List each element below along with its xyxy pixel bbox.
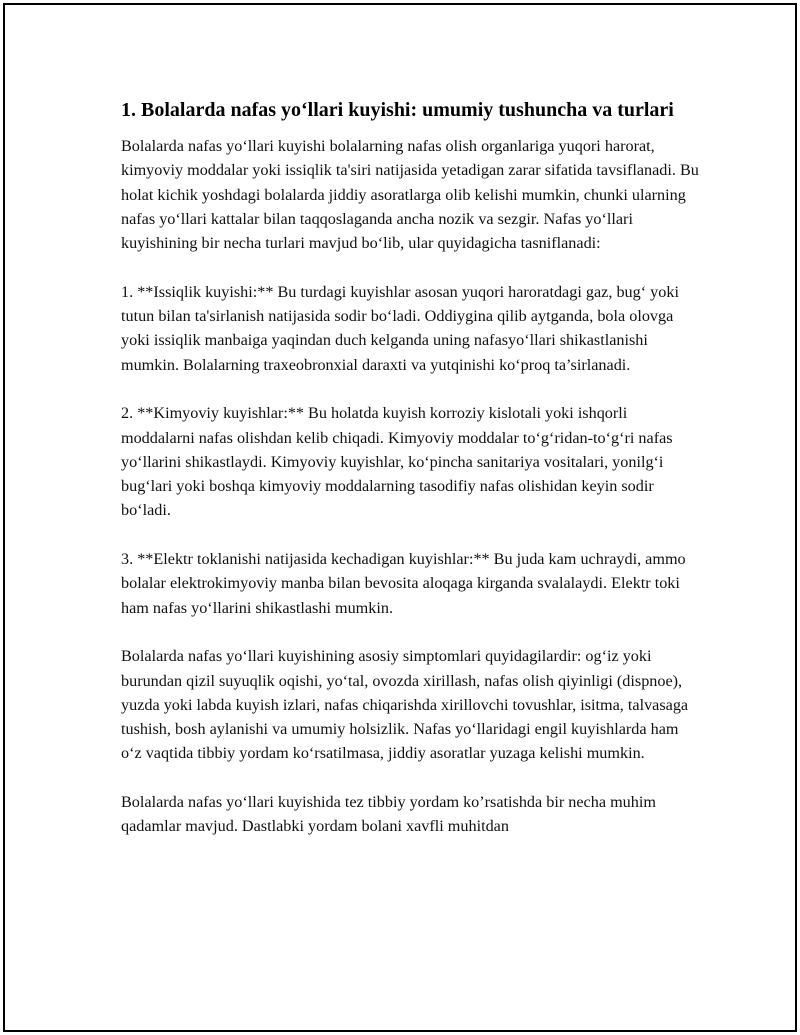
first-aid-paragraph: Bolalarda nafas yo‘llari kuyishida tez tibbiy yordam ko’rsatishda bir necha muhim qadamlar mavjud. Dastlabki yordam bolani xavfli muhitdan [121, 793, 656, 836]
list-item-electrical-burn: 3. **Elektr toklanishi natijasida kechadigan kuyishlar:** Bu juda kam uchraydi, ammo bolalar elektrokimyoviy manba bilan bevosita aloqaga kirganda svalalaydi. Elektr toki ham nafas yo‘llarini shikastlashi mumkin. [121, 550, 686, 617]
list-item-chemical-burn: 2. **Kimyoviy kuyishlar:** Bu holatda kuyish korroziy kislotali yoki ishqorli moddalarni nafas olishdan kelib chiqadi. Kimyoviy moddalar to‘g‘ridan-to‘g‘ri nafas yo‘llarini shikastlaydi. Kimyoviy kuyishlar, ko‘pincha sanitariya vositalari, yonilg‘i bug‘lari yoki boshqa kimyoviy moddalarning tasodifiy nafas olishidan keyin sodir bo‘ladi. [121, 404, 673, 520]
list-item-thermal-burn: 1. **Issiqlik kuyishi:** Bu turdagi kuyishlar asosan yuqori haroratdagi gaz, bug‘ yoki tutun bilan ta'sirlanish natijasida sodir bo‘ladi. Oddiygina qilib aytganda, bola olovga yoki issiqlik manbaiga yaqindan duch kelganda uning nafasyo‘llari shikastlanishi mumkin. Bolalarning traxeobronxial daraxti va yutqinishi ko‘proq ta’sirlanadi. [121, 282, 679, 374]
section-heading: 1. Bolalarda nafas yo‘llari kuyishi: umumiy tushuncha va turlari [121, 99, 674, 121]
intro-paragraph: Bolalarda nafas yo‘llari kuyishi bolalarning nafas olish organlariga yuqori harorat, kimyoviy moddalar yoki issiqlik ta'siri natijasida yetadigan zarar sifatida tavsiflanadi. Bu holat kichik yoshdagi bolalarda jiddiy asoratlarga olib kelishi mumkin, chunki ularning nafas yo‘llari kattalar bilan taqqoslaganda ancha nozik va sezgir. Nafas yo‘llari kuyishining bir necha turlari mavjud bo‘lib, ular quyidagicha tasniflanadi: [121, 137, 699, 253]
symptoms-paragraph: Bolalarda nafas yo‘llari kuyishining asosiy simptomlari quyidagilardir: og‘iz yoki burundan qizil suyuqlik oqishi, yo‘tal, ovozda xirillash, nafas olish qiyinligi (dispnoe), yuzda yoki labda kuyish izlari, nafas chiqarishda xirillovchi tovushlar, isitma, talvasaga tushish, bosh aylanishi va umumiy holsizlik. Nafas yo‘llaridagi engil kuyishlarda ham o‘z vaqtida tibbiy yordam ko‘rsatilmasa, jiddiy asoratlar yuzaga kelishi mumkin. [121, 647, 689, 763]
page-frame [3, 3, 797, 1032]
document-body [121, 97, 701, 863]
